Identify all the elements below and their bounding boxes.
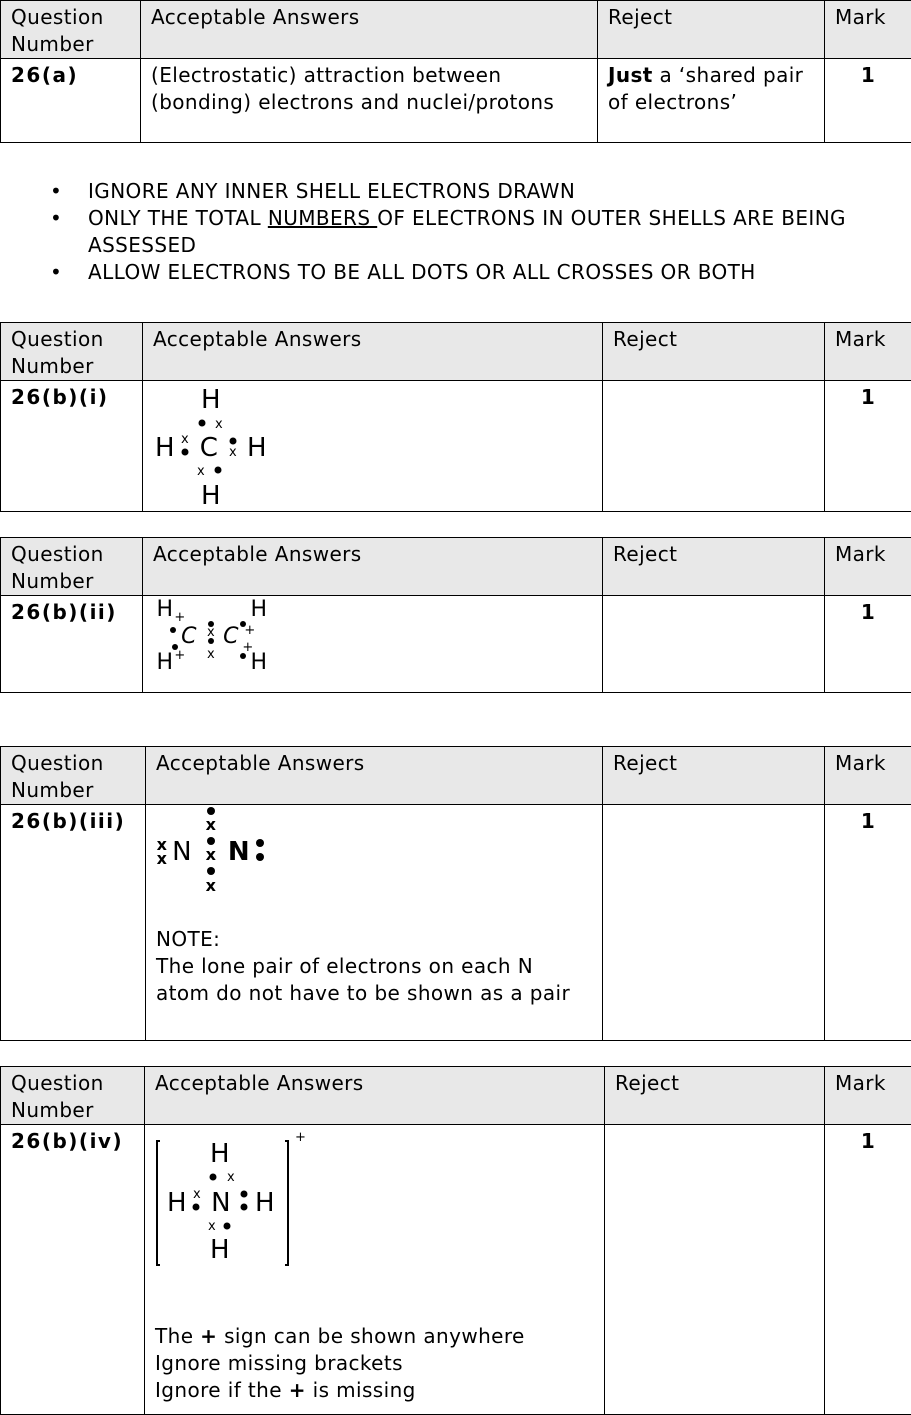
- header-reject: Reject: [603, 538, 825, 596]
- note-title: NOTE:: [156, 926, 592, 953]
- atom-label: H: [157, 597, 174, 622]
- atom-label: H: [155, 433, 175, 463]
- atom-label: H: [167, 1188, 187, 1218]
- table-26bii: [0, 537, 911, 693]
- table-26biii: [0, 746, 911, 1041]
- atom-label: C: [181, 624, 197, 649]
- charge-label: +: [295, 1130, 306, 1145]
- svg-text:x: x: [227, 1170, 235, 1185]
- svg-text:+: +: [174, 648, 185, 663]
- note-item: • IGNORE ANY INNER SHELL ELECTRONS DRAWN: [50, 178, 890, 205]
- header-question-number: Question Number: [1, 1, 141, 59]
- svg-text:+: +: [174, 610, 185, 625]
- svg-text:x: x: [206, 815, 217, 834]
- question-number: 26(a): [1, 59, 141, 143]
- reject-answer: [605, 1125, 825, 1415]
- atom-label: N: [211, 1188, 231, 1218]
- atom-label: C: [223, 624, 239, 649]
- mark: 1: [825, 381, 911, 512]
- note-item: • ALLOW ELECTRONS TO BE ALL DOTS OR ALL CROSSES OR BOTH: [50, 259, 890, 286]
- mark: 1: [825, 59, 911, 143]
- reject-emphasis: Just: [608, 63, 653, 87]
- atom-label: H: [251, 650, 268, 675]
- header-reject: Reject: [598, 1, 825, 59]
- atom-label: N: [228, 837, 250, 867]
- atom-label: H: [210, 1235, 230, 1265]
- plus-sign: +: [200, 1324, 217, 1348]
- svg-text:x: x: [197, 464, 205, 479]
- svg-text:x: x: [208, 1219, 216, 1234]
- acceptable-answer: [143, 596, 603, 693]
- atom-label: H: [201, 385, 221, 415]
- svg-text:x: x: [207, 625, 215, 640]
- acceptable-answer: [146, 805, 603, 1041]
- header-acceptable-answers: Acceptable Answers: [146, 747, 603, 805]
- table-26a: [0, 0, 911, 143]
- ethene-dot-cross-diagram: [153, 596, 293, 676]
- methane-dot-cross-diagram: [153, 384, 293, 508]
- header-mark: Mark: [825, 538, 911, 596]
- svg-text:+: +: [244, 623, 255, 638]
- question-number: 26(b)(iii): [1, 805, 146, 1041]
- reject-answer: [603, 805, 825, 1041]
- header-acceptable-answers: Acceptable Answers: [143, 323, 603, 381]
- bullet-icon: •: [50, 205, 62, 232]
- header-acceptable-answers: Acceptable Answers: [145, 1067, 605, 1125]
- header-question-number: Question Number: [1, 538, 143, 596]
- marking-notes: [50, 178, 890, 286]
- svg-text:x: x: [215, 417, 223, 432]
- header-reject: Reject: [603, 747, 825, 805]
- header-question-number: Question Number: [1, 747, 146, 805]
- ammonium-dot-cross-diagram: [155, 1125, 315, 1275]
- header-reject: Reject: [605, 1067, 825, 1125]
- question-number: 26(b)(ii): [1, 596, 143, 693]
- reject-answer: [603, 381, 825, 512]
- plus-sign: +: [289, 1378, 306, 1402]
- acceptable-answer: [145, 1125, 605, 1415]
- atom-label: H: [247, 433, 267, 463]
- svg-text:x: x: [229, 445, 237, 460]
- header-mark: Mark: [825, 1, 911, 59]
- question-number: 26(b)(iv): [1, 1125, 145, 1415]
- atom-label: C: [200, 433, 219, 463]
- note-line: Ignore if the + is missing: [155, 1377, 594, 1404]
- note-text: The lone pair of electrons on each N atom do not have to be shown as a pair: [156, 953, 592, 1007]
- svg-text:x: x: [206, 845, 217, 864]
- header-question-number: Question Number: [1, 323, 143, 381]
- mark: 1: [825, 1125, 911, 1415]
- atom-label: H: [251, 597, 268, 622]
- atom-label: H: [157, 650, 174, 675]
- svg-text:x: x: [207, 647, 215, 662]
- svg-text:x: x: [181, 432, 189, 447]
- question-number: 26(b)(i): [1, 381, 143, 512]
- nitrogen-dot-cross-diagram: [156, 805, 296, 900]
- reject-answer: [603, 596, 825, 693]
- reject-answer: [598, 59, 825, 143]
- atom-label: N: [172, 837, 192, 867]
- atom-label: H: [210, 1139, 230, 1169]
- mark: 1: [825, 596, 911, 693]
- bullet-icon: •: [50, 259, 62, 286]
- header-mark: Mark: [825, 747, 911, 805]
- reject-text: a ‘shared pair of electrons’: [608, 63, 803, 114]
- header-reject: Reject: [603, 323, 825, 381]
- svg-text:+: +: [242, 640, 253, 655]
- header-acceptable-answers: Acceptable Answers: [141, 1, 598, 59]
- bullet-icon: •: [50, 178, 62, 205]
- mark: 1: [825, 805, 911, 1041]
- note-line: The + sign can be shown anywhere: [155, 1323, 594, 1350]
- atom-label: H: [255, 1188, 275, 1218]
- table-26biv: [0, 1066, 911, 1415]
- note-line: Ignore missing brackets: [155, 1350, 594, 1377]
- table-26bi: [0, 322, 911, 512]
- acceptable-answer: [143, 381, 603, 512]
- note-item: • ONLY THE TOTAL NUMBERS OF ELECTRONS IN OUTER SHELLS ARE BEING ASSESSED: [50, 205, 890, 259]
- svg-text:x: x: [206, 876, 217, 895]
- header-mark: Mark: [825, 1067, 911, 1125]
- svg-text:x: x: [157, 849, 168, 868]
- header-question-number: Question Number: [1, 1067, 145, 1125]
- svg-text:x: x: [193, 1187, 201, 1202]
- header-acceptable-answers: Acceptable Answers: [143, 538, 603, 596]
- svg-text:x: x: [157, 835, 168, 854]
- acceptable-answer: (Electrostatic) attraction between (bonding) electrons and nuclei/protons: [141, 59, 598, 143]
- header-mark: Mark: [825, 323, 911, 381]
- atom-label: H: [201, 481, 221, 508]
